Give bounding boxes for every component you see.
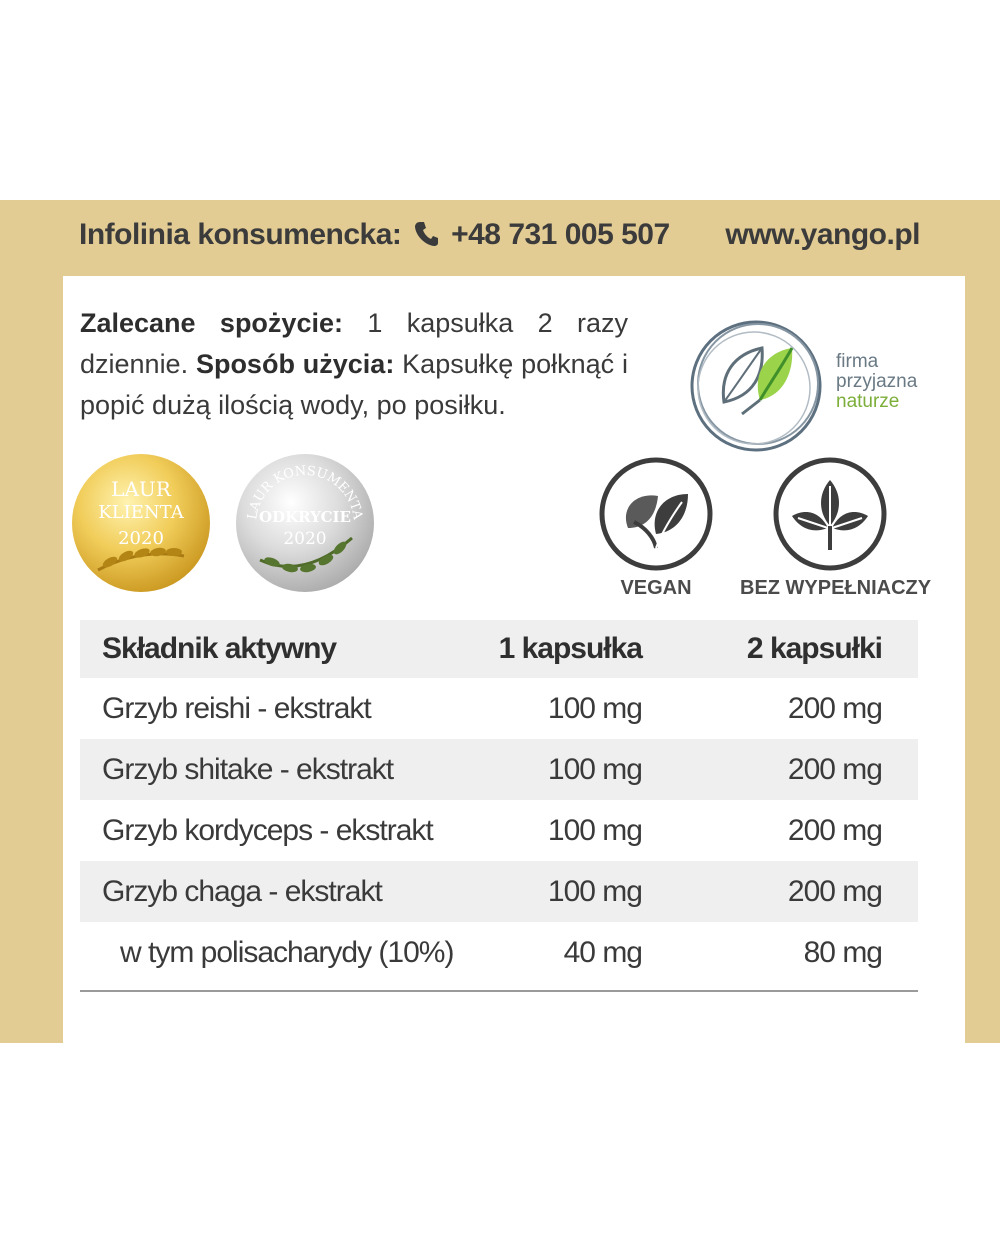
hotline-phone[interactable]: +48 731 005 507 [451,218,670,251]
table-row [80,678,918,739]
eco-logo-text [836,352,917,412]
eco-text-line1: firma [836,351,879,372]
no-fillers-leaves-icon [772,456,888,572]
table-row [80,922,918,983]
table-header-row [80,620,918,678]
method-text: Kapsułkę połknąć i popić dużą ilością wody, po posiłku. [80,349,629,420]
silver-award-seal-icon [234,452,376,594]
silver-badge-arc: LAUR KONSUMENTA [245,463,365,521]
ingredient-name: w tym polisacharydy (10%) [120,935,454,969]
amount-two-capsules: 200 mg [787,874,882,908]
recommended-label: Zalecane spożycie: [80,308,343,338]
amount-one-capsule: 40 mg [563,935,642,969]
silver-badge-year: 2020 [283,529,327,549]
recommended-text: 1 kapsułka 2 razy dziennie. [80,308,628,379]
table-row [80,861,918,922]
eco-text-line3: naturze [836,391,900,412]
header-ingredient: Składnik aktywny [102,632,337,665]
amount-two-capsules: 200 mg [787,752,882,786]
table-row [80,800,918,861]
no-fillers-label: BEZ WYPEŁNIACZY [740,577,932,599]
phone-icon [415,221,439,255]
usage-instructions [80,303,628,426]
amount-one-capsule: 100 mg [547,874,642,908]
amount-one-capsule: 100 mg [547,752,642,786]
vegan-leaf-icon [598,456,714,572]
ingredient-name: Grzyb chaga - ekstrakt [102,874,382,908]
amount-two-capsules: 200 mg [787,691,882,725]
method-label: Sposób użycia: [195,349,395,379]
gold-badge-line2: KLIENTA [98,502,184,523]
vegan-label: VEGAN [620,577,692,599]
silver-badge-line1: ODKRYCIE [259,508,351,526]
table-bottom-divider [80,990,918,992]
amount-one-capsule: 100 mg [547,691,642,725]
table-row [80,739,918,800]
ingredients-table [80,620,918,983]
amount-two-capsules: 80 mg [803,935,882,969]
eco-text-line2: przyjazna [836,371,918,392]
ingredient-name: Grzyb kordyceps - ekstrakt [102,813,433,847]
ingredient-name: Grzyb reishi - ekstrakt [102,691,371,725]
amount-two-capsules: 200 mg [787,813,882,847]
amount-one-capsule: 100 mg [547,813,642,847]
gold-badge-year: 2020 [118,528,164,549]
website-link[interactable]: www.yango.pl [725,218,920,251]
header-one-capsule: 1 kapsułka [498,632,642,665]
gold-award-seal-icon [70,452,212,594]
ingredient-name: Grzyb shitake - ekstrakt [102,752,394,786]
header-two-capsules: 2 kapsułki [746,632,882,665]
gold-badge-line1: LAUR [111,477,171,501]
consumer-hotline [79,218,670,255]
hotline-label: Infolinia konsumencka: [79,218,402,251]
